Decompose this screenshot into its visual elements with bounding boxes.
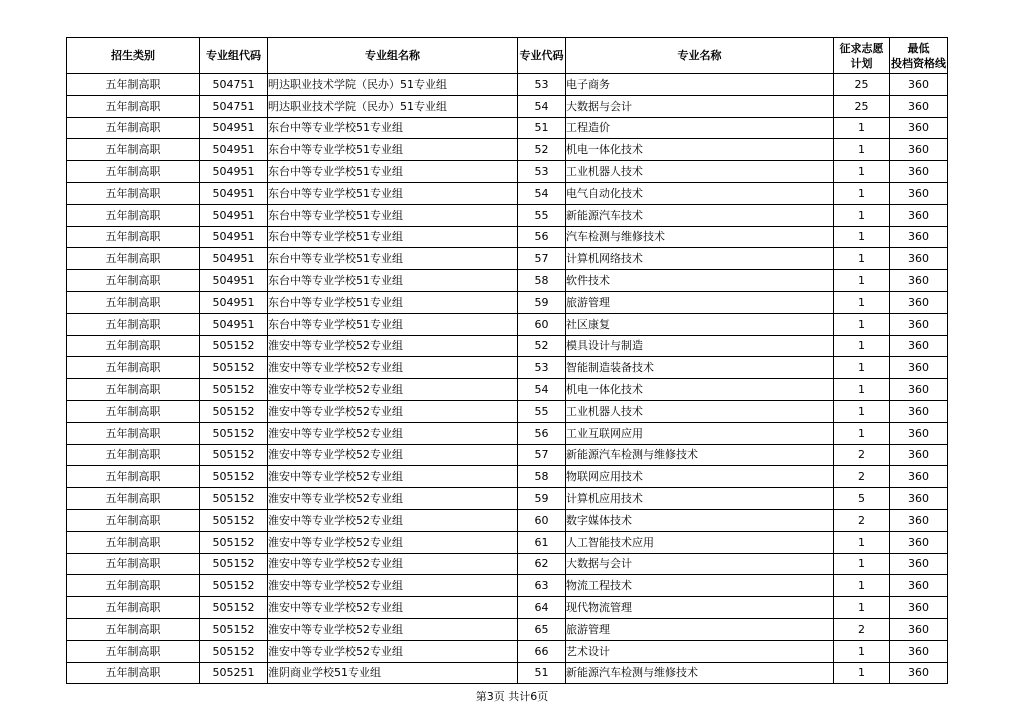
cell-min-score: 360 — [890, 117, 948, 139]
cell-plan: 1 — [834, 400, 890, 422]
cell-group-name: 东台中等专业学校51专业组 — [268, 313, 518, 335]
cell-min-score: 360 — [890, 379, 948, 401]
cell-min-score: 360 — [890, 553, 948, 575]
cell-major-code: 61 — [518, 531, 566, 553]
cell-min-score: 360 — [890, 640, 948, 662]
cell-plan: 2 — [834, 509, 890, 531]
cell-plan: 25 — [834, 74, 890, 96]
admission-table — [66, 37, 948, 684]
cell-major-code: 59 — [518, 291, 566, 313]
cell-plan: 1 — [834, 291, 890, 313]
cell-min-score: 360 — [890, 597, 948, 619]
cell-min-score: 360 — [890, 291, 948, 313]
cell-category: 五年制高职 — [67, 379, 200, 401]
header-group-code: 专业组代码 — [200, 38, 268, 74]
cell-min-score: 360 — [890, 313, 948, 335]
cell-group-name: 淮安中等专业学校52专业组 — [268, 618, 518, 640]
cell-major-name: 机电一体化技术 — [566, 379, 834, 401]
cell-plan: 1 — [834, 117, 890, 139]
cell-group-code: 505152 — [200, 357, 268, 379]
cell-group-name: 东台中等专业学校51专业组 — [268, 139, 518, 161]
cell-major-name: 计算机应用技术 — [566, 488, 834, 510]
header-min-score — [890, 38, 948, 74]
table-row — [67, 182, 948, 204]
table-row — [67, 335, 948, 357]
cell-min-score: 360 — [890, 357, 948, 379]
cell-category: 五年制高职 — [67, 161, 200, 183]
header-plan-line2: 计划 — [850, 56, 873, 70]
cell-min-score: 360 — [890, 139, 948, 161]
cell-min-score: 360 — [890, 400, 948, 422]
page-footer: 第3页 共计6页 — [475, 690, 549, 703]
table-row — [67, 422, 948, 444]
table-row — [67, 226, 948, 248]
table-row — [67, 488, 948, 510]
cell-group-name: 淮安中等专业学校52专业组 — [268, 488, 518, 510]
cell-plan: 1 — [834, 597, 890, 619]
cell-group-name: 东台中等专业学校51专业组 — [268, 226, 518, 248]
table-row — [67, 400, 948, 422]
cell-plan: 1 — [834, 422, 890, 444]
cell-plan: 1 — [834, 313, 890, 335]
cell-major-name: 大数据与会计 — [566, 553, 834, 575]
table-row — [67, 618, 948, 640]
cell-min-score: 360 — [890, 248, 948, 270]
cell-category: 五年制高职 — [67, 618, 200, 640]
cell-group-code: 504951 — [200, 204, 268, 226]
cell-min-score: 360 — [890, 509, 948, 531]
cell-group-name: 淮安中等专业学校52专业组 — [268, 444, 518, 466]
cell-major-code: 64 — [518, 597, 566, 619]
cell-major-code: 60 — [518, 313, 566, 335]
cell-major-code: 57 — [518, 248, 566, 270]
cell-min-score: 360 — [890, 488, 948, 510]
cell-plan: 1 — [834, 270, 890, 292]
cell-group-code: 504751 — [200, 95, 268, 117]
table-row — [67, 553, 948, 575]
cell-plan: 1 — [834, 248, 890, 270]
cell-group-code: 505251 — [200, 662, 268, 684]
cell-major-code: 52 — [518, 335, 566, 357]
cell-major-name: 新能源汽车检测与维修技术 — [566, 662, 834, 684]
cell-group-code: 504951 — [200, 291, 268, 313]
cell-category: 五年制高职 — [67, 357, 200, 379]
cell-major-code: 57 — [518, 444, 566, 466]
cell-category: 五年制高职 — [67, 139, 200, 161]
cell-group-code: 505152 — [200, 618, 268, 640]
table-row — [67, 531, 948, 553]
cell-group-code: 504951 — [200, 117, 268, 139]
table-row — [67, 204, 948, 226]
cell-group-code: 505152 — [200, 509, 268, 531]
cell-category: 五年制高职 — [67, 313, 200, 335]
header-group-name: 专业组名称 — [268, 38, 518, 74]
cell-min-score: 360 — [890, 204, 948, 226]
cell-group-code: 504951 — [200, 248, 268, 270]
cell-major-code: 58 — [518, 466, 566, 488]
cell-min-score: 360 — [890, 270, 948, 292]
cell-plan: 1 — [834, 161, 890, 183]
cell-plan: 1 — [834, 182, 890, 204]
header-plan — [834, 38, 890, 74]
cell-plan: 2 — [834, 444, 890, 466]
cell-major-name: 大数据与会计 — [566, 95, 834, 117]
cell-min-score: 360 — [890, 662, 948, 684]
cell-major-name: 社区康复 — [566, 313, 834, 335]
cell-major-name: 物联网应用技术 — [566, 466, 834, 488]
cell-plan: 1 — [834, 357, 890, 379]
cell-category: 五年制高职 — [67, 531, 200, 553]
cell-group-code: 505152 — [200, 640, 268, 662]
cell-group-name: 淮安中等专业学校52专业组 — [268, 509, 518, 531]
cell-category: 五年制高职 — [67, 575, 200, 597]
cell-group-code: 504951 — [200, 270, 268, 292]
table-row — [67, 509, 948, 531]
cell-group-name: 东台中等专业学校51专业组 — [268, 270, 518, 292]
cell-group-code: 505152 — [200, 400, 268, 422]
table-row — [67, 575, 948, 597]
cell-group-name: 淮安中等专业学校52专业组 — [268, 640, 518, 662]
cell-group-name: 淮安中等专业学校52专业组 — [268, 575, 518, 597]
cell-group-code: 505152 — [200, 466, 268, 488]
cell-group-name: 淮安中等专业学校52专业组 — [268, 597, 518, 619]
cell-major-code: 56 — [518, 226, 566, 248]
cell-group-code: 504751 — [200, 74, 268, 96]
cell-group-code: 505152 — [200, 379, 268, 401]
cell-group-name: 东台中等专业学校51专业组 — [268, 291, 518, 313]
cell-category: 五年制高职 — [67, 662, 200, 684]
table-row — [67, 466, 948, 488]
cell-category: 五年制高职 — [67, 74, 200, 96]
table-row — [67, 444, 948, 466]
table-body — [67, 74, 948, 684]
cell-plan: 1 — [834, 575, 890, 597]
cell-major-name: 机电一体化技术 — [566, 139, 834, 161]
table-row — [67, 662, 948, 684]
cell-plan: 1 — [834, 226, 890, 248]
cell-major-name: 电气自动化技术 — [566, 182, 834, 204]
cell-group-code: 505152 — [200, 444, 268, 466]
cell-major-code: 54 — [518, 95, 566, 117]
cell-group-name: 东台中等专业学校51专业组 — [268, 204, 518, 226]
table-row — [67, 291, 948, 313]
cell-group-name: 淮安中等专业学校52专业组 — [268, 531, 518, 553]
cell-major-name: 工业机器人技术 — [566, 161, 834, 183]
cell-plan: 2 — [834, 618, 890, 640]
cell-min-score: 360 — [890, 618, 948, 640]
header-major-code: 专业代码 — [518, 38, 566, 74]
cell-major-name: 汽车检测与维修技术 — [566, 226, 834, 248]
cell-major-code: 59 — [518, 488, 566, 510]
table-row — [67, 270, 948, 292]
cell-min-score: 360 — [890, 335, 948, 357]
cell-major-code: 54 — [518, 182, 566, 204]
cell-plan: 1 — [834, 204, 890, 226]
cell-group-code: 505152 — [200, 488, 268, 510]
cell-min-score: 360 — [890, 95, 948, 117]
cell-category: 五年制高职 — [67, 400, 200, 422]
cell-major-name: 新能源汽车检测与维修技术 — [566, 444, 834, 466]
cell-plan: 1 — [834, 662, 890, 684]
cell-min-score: 360 — [890, 422, 948, 444]
cell-major-code: 60 — [518, 509, 566, 531]
cell-major-name: 艺术设计 — [566, 640, 834, 662]
cell-major-code: 65 — [518, 618, 566, 640]
table-row — [67, 248, 948, 270]
header-min-line2: 投档资格线 — [891, 56, 946, 70]
cell-major-code: 55 — [518, 400, 566, 422]
cell-category: 五年制高职 — [67, 466, 200, 488]
cell-plan: 5 — [834, 488, 890, 510]
cell-group-code: 504951 — [200, 313, 268, 335]
table-row — [67, 597, 948, 619]
cell-major-name: 旅游管理 — [566, 618, 834, 640]
cell-major-name: 软件技术 — [566, 270, 834, 292]
cell-group-name: 淮安中等专业学校52专业组 — [268, 422, 518, 444]
cell-min-score: 360 — [890, 182, 948, 204]
cell-plan: 1 — [834, 379, 890, 401]
cell-major-code: 53 — [518, 74, 566, 96]
cell-category: 五年制高职 — [67, 182, 200, 204]
cell-group-code: 505152 — [200, 335, 268, 357]
cell-category: 五年制高职 — [67, 226, 200, 248]
cell-major-name: 现代物流管理 — [566, 597, 834, 619]
cell-group-code: 504951 — [200, 161, 268, 183]
cell-plan: 1 — [834, 335, 890, 357]
cell-major-name: 工程造价 — [566, 117, 834, 139]
cell-group-code: 505152 — [200, 575, 268, 597]
cell-major-code: 66 — [518, 640, 566, 662]
cell-group-code: 504951 — [200, 182, 268, 204]
cell-major-code: 58 — [518, 270, 566, 292]
cell-category: 五年制高职 — [67, 117, 200, 139]
cell-min-score: 360 — [890, 161, 948, 183]
cell-category: 五年制高职 — [67, 597, 200, 619]
cell-major-name: 物流工程技术 — [566, 575, 834, 597]
cell-group-name: 淮安中等专业学校52专业组 — [268, 400, 518, 422]
header-plan-line1: 征求志愿 — [839, 41, 884, 55]
table-row — [67, 640, 948, 662]
cell-major-code: 52 — [518, 139, 566, 161]
cell-major-name: 智能制造装备技术 — [566, 357, 834, 379]
cell-plan: 1 — [834, 531, 890, 553]
cell-major-code: 55 — [518, 204, 566, 226]
cell-group-name: 淮安中等专业学校52专业组 — [268, 553, 518, 575]
cell-group-name: 淮安中等专业学校52专业组 — [268, 379, 518, 401]
cell-min-score: 360 — [890, 466, 948, 488]
cell-group-name: 淮安中等专业学校52专业组 — [268, 335, 518, 357]
cell-group-code: 505152 — [200, 422, 268, 444]
table-row — [67, 74, 948, 96]
cell-min-score: 360 — [890, 575, 948, 597]
cell-min-score: 360 — [890, 74, 948, 96]
cell-major-code: 54 — [518, 379, 566, 401]
cell-group-name: 明达职业技术学院（民办）51专业组 — [268, 95, 518, 117]
cell-major-code: 63 — [518, 575, 566, 597]
table-row — [67, 357, 948, 379]
cell-min-score: 360 — [890, 531, 948, 553]
cell-major-code: 56 — [518, 422, 566, 444]
cell-major-code: 51 — [518, 662, 566, 684]
table-row — [67, 139, 948, 161]
cell-group-code: 504951 — [200, 226, 268, 248]
cell-category: 五年制高职 — [67, 95, 200, 117]
cell-category: 五年制高职 — [67, 204, 200, 226]
cell-major-name: 旅游管理 — [566, 291, 834, 313]
cell-category: 五年制高职 — [67, 488, 200, 510]
cell-group-code: 505152 — [200, 553, 268, 575]
cell-group-code: 505152 — [200, 531, 268, 553]
header-category: 招生类别 — [67, 38, 200, 74]
cell-group-code: 504951 — [200, 139, 268, 161]
cell-major-name: 人工智能技术应用 — [566, 531, 834, 553]
cell-major-name: 新能源汽车技术 — [566, 204, 834, 226]
cell-category: 五年制高职 — [67, 422, 200, 444]
cell-group-name: 东台中等专业学校51专业组 — [268, 182, 518, 204]
cell-group-name: 东台中等专业学校51专业组 — [268, 248, 518, 270]
cell-min-score: 360 — [890, 226, 948, 248]
cell-category: 五年制高职 — [67, 291, 200, 313]
table-row — [67, 95, 948, 117]
cell-min-score: 360 — [890, 444, 948, 466]
cell-plan: 25 — [834, 95, 890, 117]
table-row — [67, 379, 948, 401]
cell-plan: 1 — [834, 553, 890, 575]
cell-major-code: 62 — [518, 553, 566, 575]
cell-group-code: 505152 — [200, 597, 268, 619]
cell-category: 五年制高职 — [67, 444, 200, 466]
cell-category: 五年制高职 — [67, 640, 200, 662]
cell-group-name: 淮阴商业学校51专业组 — [268, 662, 518, 684]
cell-group-name: 东台中等专业学校51专业组 — [268, 161, 518, 183]
table-header-row — [67, 38, 948, 74]
cell-category: 五年制高职 — [67, 335, 200, 357]
cell-major-name: 模具设计与制造 — [566, 335, 834, 357]
cell-group-name: 明达职业技术学院（民办）51专业组 — [268, 74, 518, 96]
cell-major-code: 53 — [518, 357, 566, 379]
cell-major-code: 53 — [518, 161, 566, 183]
cell-group-name: 淮安中等专业学校52专业组 — [268, 357, 518, 379]
cell-major-code: 51 — [518, 117, 566, 139]
header-min-line1: 最低 — [907, 41, 930, 55]
cell-major-name: 工业机器人技术 — [566, 400, 834, 422]
cell-major-name: 工业互联网应用 — [566, 422, 834, 444]
cell-plan: 1 — [834, 640, 890, 662]
table-row — [67, 161, 948, 183]
cell-category: 五年制高职 — [67, 270, 200, 292]
cell-major-name: 电子商务 — [566, 74, 834, 96]
cell-major-name: 数字媒体技术 — [566, 509, 834, 531]
cell-group-name: 东台中等专业学校51专业组 — [268, 117, 518, 139]
cell-plan: 1 — [834, 139, 890, 161]
cell-plan: 2 — [834, 466, 890, 488]
cell-major-name: 计算机网络技术 — [566, 248, 834, 270]
cell-category: 五年制高职 — [67, 553, 200, 575]
table-row — [67, 117, 948, 139]
cell-category: 五年制高职 — [67, 509, 200, 531]
table-row — [67, 313, 948, 335]
cell-category: 五年制高职 — [67, 248, 200, 270]
header-major-name: 专业名称 — [566, 38, 834, 74]
cell-group-name: 淮安中等专业学校52专业组 — [268, 466, 518, 488]
